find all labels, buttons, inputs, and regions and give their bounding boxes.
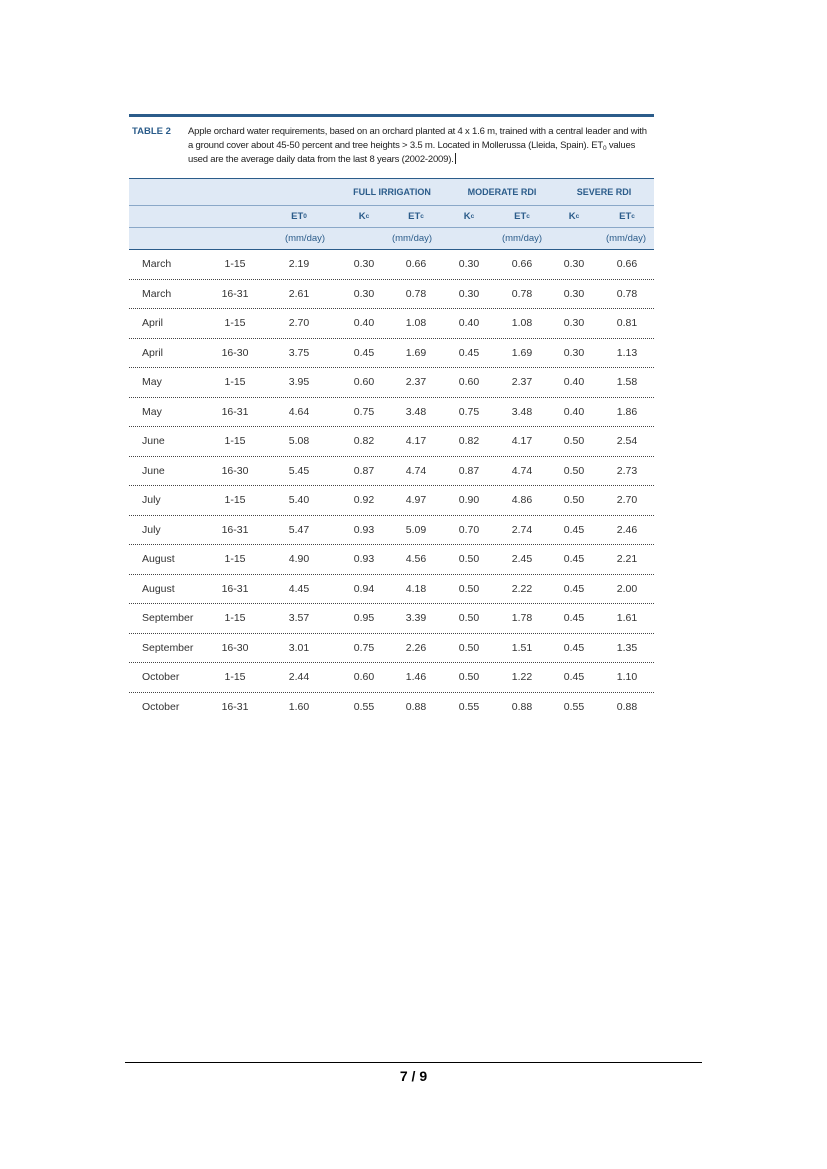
cell-etc-severe: 2.73 xyxy=(616,464,638,477)
cell-period: 16-30 xyxy=(221,346,249,359)
cell-kc-full: 0.55 xyxy=(353,700,375,713)
cell-eto: 4.64 xyxy=(288,405,310,418)
table-body xyxy=(129,250,654,721)
cell-month: August xyxy=(142,582,175,595)
cell-kc-moderate: 0.90 xyxy=(458,494,480,507)
unit-etc-severe: (mm/day) xyxy=(605,233,647,244)
table-row xyxy=(129,604,654,634)
cell-etc-severe: 2.70 xyxy=(616,494,638,507)
cell-period: 1-15 xyxy=(224,671,246,684)
cell-period: 16-31 xyxy=(221,582,249,595)
cell-kc-moderate: 0.70 xyxy=(458,523,480,536)
group-header-full-irrigation: FULL IRRIGATION xyxy=(353,187,431,197)
cell-etc-full: 2.37 xyxy=(405,376,427,389)
cell-month: June xyxy=(142,435,165,448)
cell-etc-moderate: 0.88 xyxy=(511,700,533,713)
cell-period: 16-30 xyxy=(221,641,249,654)
column-header-symbol: ET xyxy=(514,211,527,222)
cell-etc-moderate: 2.37 xyxy=(511,376,533,389)
group-header-moderate-rdi: MODERATE RDI xyxy=(467,187,537,197)
cell-period: 1-15 xyxy=(224,376,246,389)
cell-kc-moderate: 0.30 xyxy=(458,287,480,300)
cell-etc-severe: 1.35 xyxy=(616,641,638,654)
cell-etc-full: 4.97 xyxy=(405,494,427,507)
cell-month: June xyxy=(142,464,165,477)
table-label: TABLE 2 xyxy=(132,126,171,137)
cell-kc-full: 0.93 xyxy=(353,553,375,566)
cell-kc-moderate: 0.50 xyxy=(458,553,480,566)
cell-kc-severe: 0.30 xyxy=(563,346,585,359)
cell-kc-severe: 0.50 xyxy=(563,494,585,507)
footer-rule xyxy=(125,1062,702,1063)
cell-etc-severe: 2.00 xyxy=(616,582,638,595)
cell-kc-moderate: 0.45 xyxy=(458,346,480,359)
cell-kc-full: 0.40 xyxy=(353,317,375,330)
caption-sub: 0 xyxy=(603,145,607,152)
cell-etc-moderate: 2.74 xyxy=(511,523,533,536)
cell-etc-moderate: 1.78 xyxy=(511,612,533,625)
unit-etc-full: (mm/day) xyxy=(391,233,433,244)
cell-etc-moderate: 2.45 xyxy=(511,553,533,566)
cell-etc-moderate: 3.48 xyxy=(511,405,533,418)
column-header-symbol: ET xyxy=(291,211,304,222)
cell-period: 16-31 xyxy=(221,287,249,300)
cell-kc-severe: 0.45 xyxy=(563,582,585,595)
cell-etc-severe: 0.88 xyxy=(616,700,638,713)
cell-etc-full: 1.69 xyxy=(405,346,427,359)
cell-month: September xyxy=(142,612,194,625)
column-header-kc-moderate: K c xyxy=(463,211,475,222)
cell-kc-severe: 0.30 xyxy=(563,317,585,330)
cell-etc-full: 4.17 xyxy=(405,435,427,448)
cell-etc-severe: 1.58 xyxy=(616,376,638,389)
cell-kc-severe: 0.30 xyxy=(563,258,585,271)
table-2 xyxy=(129,114,654,721)
cell-kc-severe: 0.45 xyxy=(563,612,585,625)
cell-kc-full: 0.75 xyxy=(353,641,375,654)
table-row xyxy=(129,545,654,575)
cell-month: March xyxy=(142,287,172,300)
cell-eto: 4.45 xyxy=(288,582,310,595)
cell-etc-severe: 2.21 xyxy=(616,553,638,566)
cell-period: 1-15 xyxy=(224,317,246,330)
cell-etc-moderate: 1.22 xyxy=(511,671,533,684)
cell-kc-moderate: 0.87 xyxy=(458,464,480,477)
cell-period: 16-30 xyxy=(221,464,249,477)
cell-etc-severe: 1.13 xyxy=(616,346,638,359)
cell-kc-full: 0.94 xyxy=(353,582,375,595)
table-row xyxy=(129,486,654,516)
cell-kc-severe: 0.45 xyxy=(563,553,585,566)
cell-eto: 2.19 xyxy=(288,258,310,271)
column-header-symbol: K xyxy=(358,211,366,222)
cell-kc-full: 0.45 xyxy=(353,346,375,359)
cell-etc-full: 0.78 xyxy=(405,287,427,300)
cell-eto: 3.75 xyxy=(288,346,310,359)
text-cursor xyxy=(455,153,456,164)
cell-month: April xyxy=(142,317,164,330)
cell-etc-full: 1.46 xyxy=(405,671,427,684)
cell-month: May xyxy=(142,376,162,389)
caption-part-1: Apple orchard water requirements, based on an orchard planted at 4 x 1.6 m, trained with a central leader and with a ground cover about 45-50 percent and tree heights > 3.5 m. Located in Mollerussa (Lleida, Spain). ET xyxy=(188,126,647,151)
cell-kc-moderate: 0.55 xyxy=(458,700,480,713)
table-row xyxy=(129,634,654,664)
cell-eto: 3.57 xyxy=(288,612,310,625)
cell-month: October xyxy=(142,700,180,713)
cell-kc-severe: 0.40 xyxy=(563,376,585,389)
cell-etc-full: 1.08 xyxy=(405,317,427,330)
table-row xyxy=(129,457,654,487)
cell-month: March xyxy=(142,258,172,271)
table-row xyxy=(129,663,654,693)
table-row xyxy=(129,516,654,546)
table-row xyxy=(129,427,654,457)
cell-etc-severe: 0.81 xyxy=(616,317,638,330)
column-header-symbol: ET xyxy=(408,211,421,222)
cell-period: 16-31 xyxy=(221,405,249,418)
cell-kc-full: 0.93 xyxy=(353,523,375,536)
caption-part-2: values used are the average daily data from the last 8 years (2002-2009). xyxy=(188,140,636,165)
cell-period: 1-15 xyxy=(224,553,246,566)
cell-kc-moderate: 0.50 xyxy=(458,641,480,654)
cell-kc-moderate: 0.75 xyxy=(458,405,480,418)
units-header-row xyxy=(129,227,654,250)
cell-etc-moderate: 4.86 xyxy=(511,494,533,507)
column-header-row xyxy=(129,205,654,227)
cell-kc-full: 0.30 xyxy=(353,287,375,300)
cell-etc-severe: 0.66 xyxy=(616,258,638,271)
column-header-etc-severe: ET c xyxy=(619,211,635,222)
column-header-symbol: ET xyxy=(619,211,632,222)
cell-etc-full: 0.66 xyxy=(405,258,427,271)
cell-etc-full: 3.48 xyxy=(405,405,427,418)
cell-kc-full: 0.87 xyxy=(353,464,375,477)
cell-etc-moderate: 2.22 xyxy=(511,582,533,595)
table-row xyxy=(129,575,654,605)
table-row xyxy=(129,280,654,310)
cell-etc-full: 3.39 xyxy=(405,612,427,625)
cell-kc-moderate: 0.50 xyxy=(458,671,480,684)
cell-period: 1-15 xyxy=(224,494,246,507)
cell-eto: 2.70 xyxy=(288,317,310,330)
cell-etc-severe: 1.61 xyxy=(616,612,638,625)
cell-etc-severe: 2.46 xyxy=(616,523,638,536)
column-header-eto: ET 0 xyxy=(291,211,307,222)
cell-kc-severe: 0.45 xyxy=(563,523,585,536)
cell-period: 1-15 xyxy=(224,435,246,448)
cell-etc-moderate: 1.69 xyxy=(511,346,533,359)
caption-text xyxy=(188,125,654,167)
cell-kc-full: 0.95 xyxy=(353,612,375,625)
page-number: 7 / 9 xyxy=(399,1068,428,1084)
cell-kc-moderate: 0.40 xyxy=(458,317,480,330)
table-row xyxy=(129,368,654,398)
table-row xyxy=(129,309,654,339)
cell-month: September xyxy=(142,641,194,654)
cell-etc-moderate: 1.51 xyxy=(511,641,533,654)
column-header-etc-moderate: ET c xyxy=(514,211,530,222)
cell-etc-full: 4.18 xyxy=(405,582,427,595)
cell-etc-full: 2.26 xyxy=(405,641,427,654)
table-header xyxy=(129,178,654,250)
cell-eto: 5.47 xyxy=(288,523,310,536)
cell-etc-full: 4.74 xyxy=(405,464,427,477)
group-header-severe-rdi: SEVERE RDI xyxy=(576,187,632,197)
cell-kc-moderate: 0.30 xyxy=(458,258,480,271)
cell-kc-full: 0.75 xyxy=(353,405,375,418)
cell-etc-moderate: 4.17 xyxy=(511,435,533,448)
cell-period: 16-31 xyxy=(221,523,249,536)
cell-kc-severe: 0.40 xyxy=(563,405,585,418)
cell-period: 1-15 xyxy=(224,612,246,625)
cell-month: July xyxy=(142,523,161,536)
cell-kc-full: 0.60 xyxy=(353,376,375,389)
cell-eto: 5.08 xyxy=(288,435,310,448)
cell-eto: 1.60 xyxy=(288,700,310,713)
cell-etc-severe: 1.10 xyxy=(616,671,638,684)
cell-eto: 5.45 xyxy=(288,464,310,477)
cell-etc-moderate: 4.74 xyxy=(511,464,533,477)
cell-kc-moderate: 0.50 xyxy=(458,582,480,595)
cell-kc-severe: 0.45 xyxy=(563,641,585,654)
cell-period: 1-15 xyxy=(224,258,246,271)
cell-etc-severe: 1.86 xyxy=(616,405,638,418)
column-header-kc-full: K c xyxy=(358,211,370,222)
cell-kc-full: 0.60 xyxy=(353,671,375,684)
unit-eto: (mm/day) xyxy=(284,233,326,244)
unit-etc-moderate: (mm/day) xyxy=(501,233,543,244)
cell-month: April xyxy=(142,346,164,359)
cell-etc-severe: 0.78 xyxy=(616,287,638,300)
cell-etc-full: 0.88 xyxy=(405,700,427,713)
cell-kc-full: 0.30 xyxy=(353,258,375,271)
table-row xyxy=(129,398,654,428)
column-header-symbol: K xyxy=(568,211,576,222)
cell-kc-severe: 0.55 xyxy=(563,700,585,713)
cell-etc-moderate: 0.78 xyxy=(511,287,533,300)
cell-month: July xyxy=(142,494,161,507)
cell-kc-moderate: 0.50 xyxy=(458,612,480,625)
table-top-rule xyxy=(129,114,654,117)
cell-eto: 3.01 xyxy=(288,641,310,654)
cell-eto: 5.40 xyxy=(288,494,310,507)
cell-eto: 2.61 xyxy=(288,287,310,300)
cell-month: August xyxy=(142,553,175,566)
cell-etc-moderate: 0.66 xyxy=(511,258,533,271)
cell-kc-full: 0.82 xyxy=(353,435,375,448)
cell-eto: 4.90 xyxy=(288,553,310,566)
cell-etc-severe: 2.54 xyxy=(616,435,638,448)
cell-kc-severe: 0.50 xyxy=(563,464,585,477)
cell-kc-moderate: 0.82 xyxy=(458,435,480,448)
group-header-row xyxy=(129,178,654,205)
cell-kc-severe: 0.45 xyxy=(563,671,585,684)
cell-month: May xyxy=(142,405,162,418)
cell-etc-full: 5.09 xyxy=(405,523,427,536)
table-row xyxy=(129,250,654,280)
table-row xyxy=(129,693,654,722)
cell-etc-moderate: 1.08 xyxy=(511,317,533,330)
cell-kc-severe: 0.30 xyxy=(563,287,585,300)
cell-eto: 3.95 xyxy=(288,376,310,389)
cell-kc-moderate: 0.60 xyxy=(458,376,480,389)
column-header-etc-full: ET c xyxy=(408,211,424,222)
cell-etc-full: 4.56 xyxy=(405,553,427,566)
table-row xyxy=(129,339,654,369)
cell-eto: 2.44 xyxy=(288,671,310,684)
cell-period: 16-31 xyxy=(221,700,249,713)
column-header-kc-severe: K c xyxy=(568,211,580,222)
cell-kc-full: 0.92 xyxy=(353,494,375,507)
column-header-symbol: K xyxy=(463,211,471,222)
cell-month: October xyxy=(142,671,180,684)
cell-kc-severe: 0.50 xyxy=(563,435,585,448)
table-caption xyxy=(129,125,654,167)
